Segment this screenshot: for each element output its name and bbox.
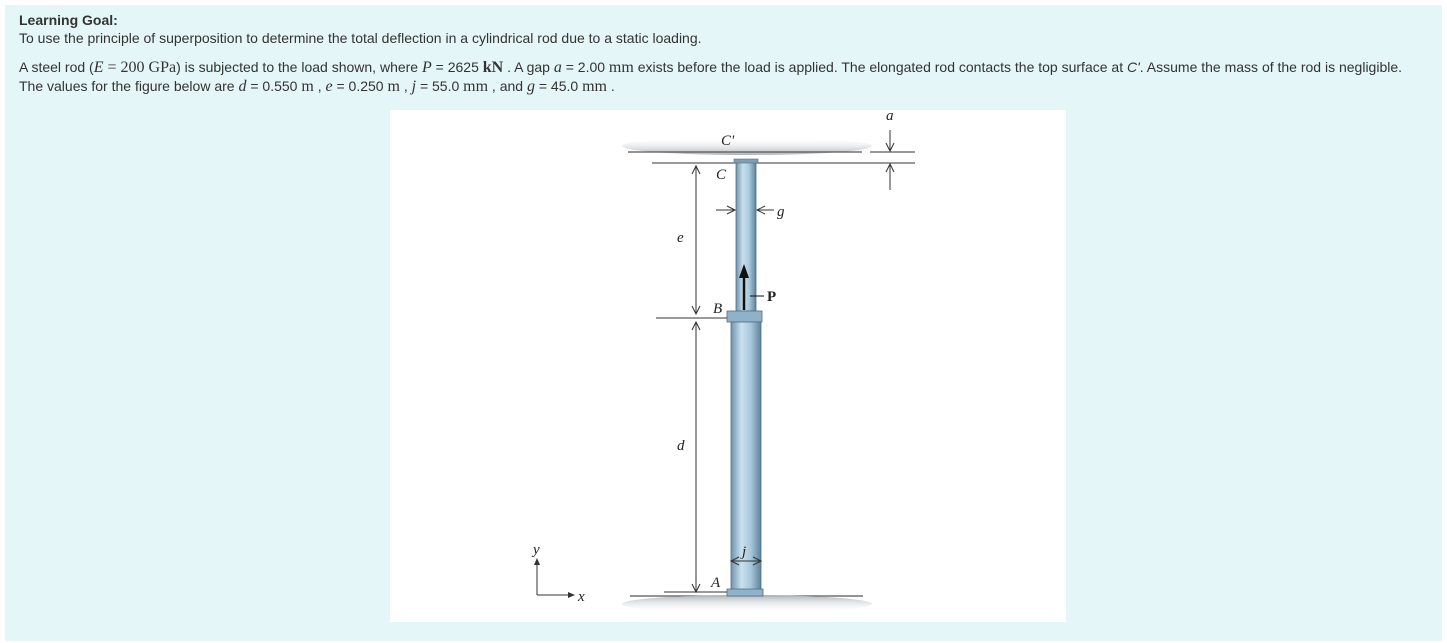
unit-e: m xyxy=(387,78,400,95)
symbol-j: j xyxy=(411,78,417,95)
symbol-E: E xyxy=(93,59,104,76)
symbol-P: P xyxy=(421,59,432,76)
problem-text: . xyxy=(606,78,615,94)
reference-C-prime: C' xyxy=(1126,59,1140,75)
label-B: B xyxy=(713,301,723,317)
rod-figure xyxy=(390,110,1066,622)
dimension-d xyxy=(664,322,727,592)
upper-rod-segment xyxy=(736,161,756,311)
top-surface xyxy=(622,137,872,155)
problem-text: . Assume the mass of the rod is negligible. The values for the figure below are xyxy=(19,59,1403,94)
label-x: x xyxy=(578,589,585,605)
collar-B xyxy=(727,311,762,322)
label-a: a xyxy=(886,110,894,124)
problem-text: exists before the load is applied. The elongated rod contacts the top surface at xyxy=(633,59,1127,75)
label-y: y xyxy=(533,542,540,558)
problem-text: . A gap xyxy=(503,59,554,75)
rod-top-cap xyxy=(734,159,758,163)
label-A: A xyxy=(711,575,721,591)
bottom-surface xyxy=(622,595,872,613)
problem-text: , and xyxy=(488,78,527,94)
rod-diagram xyxy=(390,110,1066,622)
label-g: g xyxy=(777,204,785,220)
learning-goal-title: Learning Goal: xyxy=(19,12,118,28)
gap-a-arrows xyxy=(886,130,894,190)
unit-P: kN xyxy=(482,59,504,76)
label-d: d xyxy=(677,438,685,454)
problem-text: = 0.550 xyxy=(246,78,302,94)
problem-text: = 2625 xyxy=(431,59,483,75)
unit-d: m xyxy=(301,78,314,95)
symbol-d: d xyxy=(238,78,247,95)
label-e: e xyxy=(677,230,684,246)
rod-base-plate xyxy=(727,589,763,596)
label-C: C xyxy=(716,167,727,183)
unit-j: mm xyxy=(463,78,489,95)
label-P: P xyxy=(767,289,777,305)
problem-text: = 0.250 xyxy=(332,78,388,94)
coordinate-axes xyxy=(534,558,575,598)
problem-text: A steel rod ( xyxy=(19,59,94,75)
problem-text: , xyxy=(399,78,412,94)
symbol-g: g xyxy=(526,78,535,95)
problem-text: = 45.0 xyxy=(534,78,583,94)
learning-goal-text: To use the principle of superposition to determine the total deflection in a cylindrical rod due to a static loading. xyxy=(19,30,702,46)
unit-g: mm xyxy=(582,78,607,95)
problem-text: = 55.0 xyxy=(416,78,464,94)
label-j: j xyxy=(742,544,747,560)
unit-a: mm xyxy=(608,59,634,76)
problem-text: = 2.00 xyxy=(561,59,609,75)
problem-text: , xyxy=(313,78,326,94)
problem-statement xyxy=(19,58,1429,96)
symbol-e: e xyxy=(325,78,333,95)
label-C-prime: C' xyxy=(721,133,735,149)
symbol-a: a xyxy=(553,59,562,76)
value-E: = 200 GPa xyxy=(103,59,177,76)
problem-text: ) is subjected to the load shown, where xyxy=(176,59,422,75)
dimension-e xyxy=(652,163,727,318)
